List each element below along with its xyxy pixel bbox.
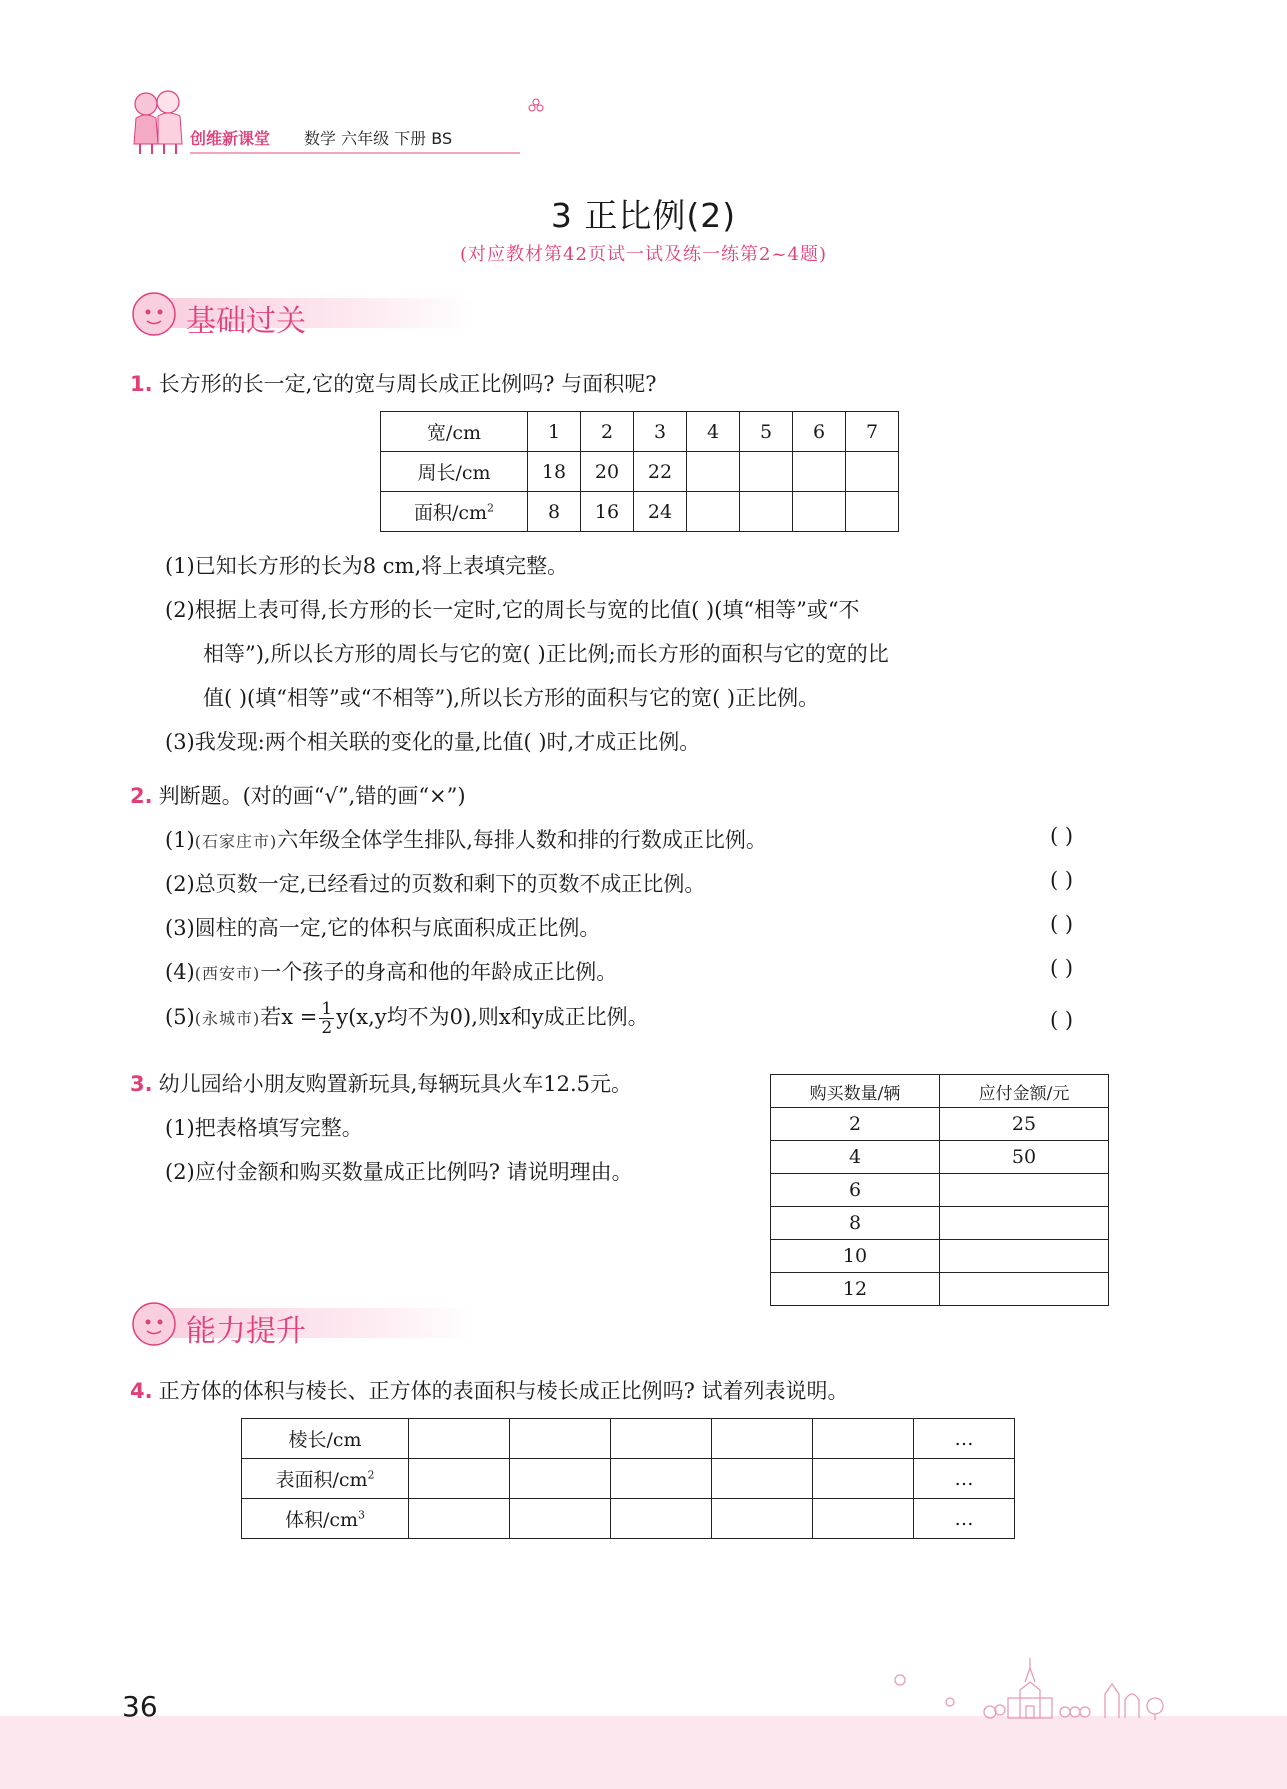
answer-cell[interactable] (611, 1419, 712, 1459)
question-2 (130, 780, 466, 810)
answer-cell[interactable] (846, 452, 899, 492)
section-title: 能力提升 (186, 1314, 306, 1349)
answer-blank[interactable]: ( ) (1050, 912, 1074, 936)
table-row (771, 1141, 1109, 1174)
answer-cell[interactable] (740, 492, 793, 532)
answer-cell[interactable] (712, 1499, 813, 1539)
ellipsis-cell: … (914, 1419, 1015, 1459)
answer-cell[interactable] (793, 452, 846, 492)
answer-blank[interactable]: ( ) (1050, 824, 1074, 848)
question-1 (130, 368, 656, 398)
fraction: $\frac{1}{2}$ (321, 999, 333, 1038)
header-subject: 数学 六年级 下册 BS (304, 129, 453, 148)
table-row (771, 1108, 1109, 1141)
answer-cell[interactable] (409, 1419, 510, 1459)
section-banner-basic (130, 290, 480, 338)
column-header: 购买数量/辆 (771, 1075, 940, 1108)
answer-cell[interactable] (510, 1459, 611, 1499)
answer-cell[interactable] (940, 1273, 1109, 1306)
table-cell: 24 (634, 492, 687, 532)
flower-icon (528, 98, 544, 114)
table-row (771, 1174, 1109, 1207)
q3-table (770, 1074, 1109, 1306)
q3-part-2: (2)应付金额和购买数量成正比例吗? 请说明理由。 (165, 1160, 633, 1184)
answer-cell[interactable] (712, 1419, 813, 1459)
q2-item-1: (1)(石家庄市)六年级全体学生排队,每排人数和排的行数成正比例。 (165, 828, 767, 852)
row-header: 面积$/cm^2$ (381, 492, 528, 532)
table-cell: 1 (528, 412, 581, 452)
mascot-icon (130, 290, 178, 338)
answer-cell[interactable] (846, 492, 899, 532)
question-text: 判断题。(对的画“√”,错的画“×”) (158, 784, 466, 808)
table-row (381, 492, 899, 532)
column-header: 应付金额/元 (940, 1075, 1109, 1108)
question-number: 1. (130, 372, 153, 396)
q1-table (380, 411, 899, 532)
table-row (242, 1459, 1015, 1499)
region-tag: (西安市) (194, 964, 261, 983)
q2-item-5: (5)(永城市)若x = $\frac{1}{2}$ y(x,y均不为0),则x和y成正比例。 (165, 999, 649, 1038)
q1-part-2-line-2: 相等”),所以长方形的周长与它的宽( )正比例;而长方形的面积与它的宽的比 (203, 642, 889, 666)
answer-cell[interactable] (409, 1499, 510, 1539)
table-cell: 20 (581, 452, 634, 492)
table-cell: 4 (771, 1141, 940, 1174)
question-number: 4. (130, 1379, 153, 1403)
q3-part-1: (1)把表格填写完整。 (165, 1116, 363, 1140)
header-divider (190, 152, 520, 154)
table-cell: 5 (740, 412, 793, 452)
question-3 (130, 1068, 632, 1098)
question-text: 幼儿园给小朋友购置新玩具,每辆玩具火车12.5元。 (158, 1072, 633, 1096)
q2-item-3: (3)圆柱的高一定,它的体积与底面积成正比例。 (165, 916, 601, 940)
table-cell: 7 (846, 412, 899, 452)
table-row (771, 1273, 1109, 1306)
answer-cell[interactable] (740, 452, 793, 492)
table-row (771, 1207, 1109, 1240)
footer-band (0, 1716, 1287, 1789)
table-cell: 6 (771, 1174, 940, 1207)
table-cell: 16 (581, 492, 634, 532)
table-row (381, 412, 899, 452)
table-cell: 8 (771, 1207, 940, 1240)
q4-table (241, 1418, 1015, 1539)
answer-cell[interactable] (940, 1207, 1109, 1240)
table-cell: 18 (528, 452, 581, 492)
table-cell: 3 (634, 412, 687, 452)
answer-cell[interactable] (793, 492, 846, 532)
table-row (242, 1499, 1015, 1539)
answer-blank[interactable]: ( ) (1050, 868, 1074, 892)
q1-part-2-line-3: 值( )(填“相等”或“不相等”),所以长方形的面积与它的宽( )正比例。 (203, 686, 820, 710)
ellipsis-cell: … (914, 1499, 1015, 1539)
answer-cell[interactable] (687, 492, 740, 532)
answer-cell[interactable] (409, 1459, 510, 1499)
page-subtitle: (对应教材第42页试一试及练一练第2~4题) (460, 244, 827, 265)
question-number: 3. (130, 1072, 153, 1096)
table-cell: 4 (687, 412, 740, 452)
castle-decoration-icon (880, 1650, 1180, 1720)
answer-cell[interactable] (813, 1459, 914, 1499)
table-cell: 25 (940, 1108, 1109, 1141)
answer-cell[interactable] (712, 1459, 813, 1499)
table-cell: 8 (528, 492, 581, 532)
question-text: 正方体的体积与棱长、正方体的表面积与棱长成正比例吗? 试着列表说明。 (158, 1379, 849, 1403)
table-row (242, 1419, 1015, 1459)
table-row (381, 452, 899, 492)
header-brand: 创维新课堂 (190, 129, 271, 148)
row-header: 周长/cm (381, 452, 528, 492)
answer-cell[interactable] (611, 1499, 712, 1539)
question-4 (130, 1375, 849, 1405)
table-header-row (771, 1075, 1109, 1108)
q1-part-1: (1)已知长方形的长为8 cm,将上表填完整。 (165, 554, 569, 578)
table-cell: 12 (771, 1273, 940, 1306)
question-number: 2. (130, 784, 153, 808)
q2-item-2: (2)总页数一定,已经看过的页数和剩下的页数不成正比例。 (165, 872, 706, 896)
question-text: 长方形的长一定,它的宽与周长成正比例吗? 与面积呢? (158, 372, 657, 396)
ellipsis-cell: … (914, 1459, 1015, 1499)
region-tag: (永城市) (194, 1009, 261, 1028)
mascot-icon (130, 1300, 178, 1348)
region-tag: (石家庄市) (194, 832, 278, 851)
kids-illustration-icon (128, 86, 190, 156)
answer-cell[interactable] (510, 1499, 611, 1539)
table-cell: 10 (771, 1240, 940, 1273)
page-header (128, 86, 548, 156)
page-number: 36 (122, 1690, 158, 1723)
answer-cell[interactable] (940, 1240, 1109, 1273)
table-cell: 2 (581, 412, 634, 452)
answer-cell[interactable] (611, 1459, 712, 1499)
q2-item-4: (4)(西安市)一个孩子的身高和他的年龄成正比例。 (165, 960, 618, 984)
q1-part-2-line-1: (2)根据上表可得,长方形的长一定时,它的周长与宽的比值( )(填“相等”或“不 (165, 598, 860, 622)
row-header: 宽/cm (381, 412, 528, 452)
answer-cell[interactable] (940, 1174, 1109, 1207)
section-title: 基础过关 (186, 304, 306, 339)
answer-cell[interactable] (687, 452, 740, 492)
page-title: 3 正比例(2) (550, 196, 737, 235)
answer-cell[interactable] (510, 1419, 611, 1459)
q1-part-3: (3)我发现:两个相关联的变化的量,比值( )时,才成正比例。 (165, 730, 701, 754)
answer-blank[interactable]: ( ) (1050, 956, 1074, 980)
table-cell: 6 (793, 412, 846, 452)
table-cell: 22 (634, 452, 687, 492)
answer-cell[interactable] (813, 1499, 914, 1539)
table-row (771, 1240, 1109, 1273)
row-header: 体积$/cm^3$ (242, 1499, 409, 1539)
table-cell: 2 (771, 1108, 940, 1141)
answer-cell[interactable] (813, 1419, 914, 1459)
section-banner-advanced (130, 1300, 480, 1348)
table-cell: 50 (940, 1141, 1109, 1174)
row-header: 棱长/cm (242, 1419, 409, 1459)
row-header: 表面积$/cm^2$ (242, 1459, 409, 1499)
answer-blank[interactable]: ( ) (1050, 1008, 1074, 1032)
